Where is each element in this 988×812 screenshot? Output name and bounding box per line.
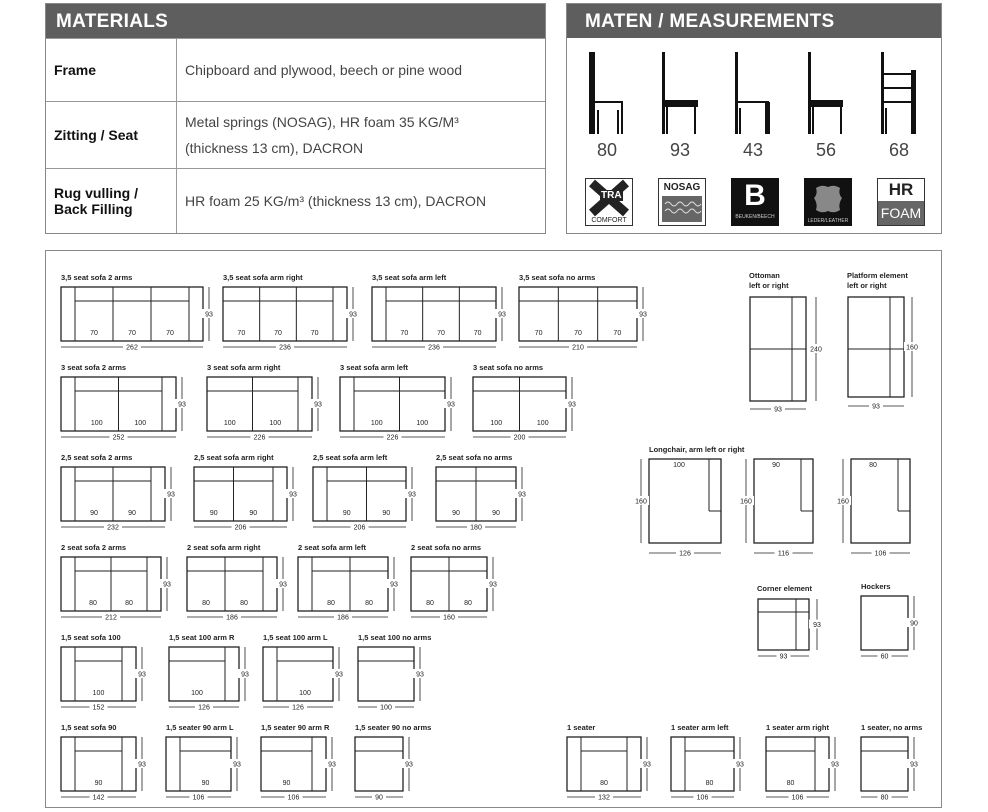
plan-title: 1 seater: [567, 723, 596, 732]
seat-width-label: 70: [237, 330, 246, 337]
sofa-outline: [861, 737, 908, 791]
dimension-label: 93: [138, 761, 146, 769]
xtra-comfort-icon: [585, 178, 633, 226]
dimension-label: 93: [736, 761, 744, 769]
material-label: Rug vulling / Back Filling: [46, 169, 177, 233]
dimension-label: 93: [831, 761, 839, 769]
beech-icon: [731, 178, 779, 226]
dimension-label: 93: [314, 401, 322, 409]
dimension-label: 93: [498, 311, 506, 319]
seat-width-label: 90: [342, 510, 351, 517]
seat-width-label: 80: [89, 600, 97, 607]
seat-width-label: 90: [201, 780, 210, 787]
measurements-title: MATEN / MEASUREMENTS: [567, 4, 941, 38]
dimension-label: 90: [375, 794, 383, 802]
seat-width-label: 80: [869, 462, 877, 469]
chair-depth-icon: [657, 50, 703, 136]
hocker-outline: [861, 596, 908, 650]
plan-title: 1,5 seater 90 no arms: [355, 723, 432, 732]
plan-title: 2,5 seat sofa 2 arms: [61, 453, 133, 462]
plan-title: 2,5 seat sofa arm left: [313, 453, 388, 462]
plan-title: 3 seat sofa arm right: [207, 363, 281, 372]
dimension-label: 262: [126, 344, 138, 352]
dimension-label: 126: [198, 704, 210, 712]
seat-width-label: 100: [416, 420, 429, 427]
plan-title: 2,5 seat sofa arm right: [194, 453, 274, 462]
sofa-outline: [340, 377, 445, 431]
sofa-outline: [263, 647, 333, 701]
dimension-label: 160: [740, 498, 752, 506]
seat-width-label: 90: [382, 510, 391, 517]
seat-width-label: 70: [574, 330, 582, 337]
sofa-outline: [169, 647, 239, 701]
dimension-label: 160: [837, 498, 849, 506]
dimension-label: 106: [696, 794, 709, 802]
dimension-label: 93: [489, 581, 497, 589]
sofa-outline: [766, 737, 829, 791]
plan-title: 1 seater, no arms: [861, 723, 923, 732]
material-label: Zitting / Seat: [46, 102, 177, 169]
seat-width-label: 100: [223, 420, 236, 427]
chair-value: 93: [669, 140, 691, 160]
seat-width-label: 90: [94, 780, 103, 787]
seat-width-label: 70: [310, 330, 319, 337]
seat-width-label: 70: [128, 330, 136, 337]
plan-title: 1 seater arm left: [671, 723, 729, 732]
plan-title: 1,5 seat 100 no arms: [358, 633, 432, 642]
seat-width-label: 80: [426, 600, 434, 607]
dimension-label: 93: [910, 761, 918, 769]
seat-width-label: 80: [202, 600, 210, 607]
dimension-label: 93: [416, 671, 424, 679]
seat-width-label: 100: [269, 420, 282, 427]
dimension-label: 236: [279, 344, 291, 352]
dimension-label: 226: [253, 434, 266, 442]
dimension-label: 232: [107, 524, 119, 532]
plans-drawing: [46, 251, 941, 807]
plan-title: 2 seat sofa 2 arms: [61, 543, 127, 552]
seat-width-label: 90: [128, 510, 136, 517]
material-value: HR foam 25 KG/m³ (thickness 13 cm), DACRON: [177, 169, 546, 233]
seat-width-label: 80: [365, 600, 373, 607]
plan-title: 2 seat sofa no arms: [411, 543, 482, 552]
seat-width-label: 70: [613, 330, 622, 337]
dimension-label: 160: [635, 498, 647, 506]
plan-title: 3,5 seat sofa arm right: [223, 273, 303, 282]
chair-depth: [657, 50, 703, 161]
seat-width-label: 100: [92, 690, 105, 697]
dimension-label: 93: [518, 491, 526, 499]
dimension-label: 93: [390, 581, 398, 589]
seat-width-label: 100: [90, 420, 103, 427]
material-row-frame: [46, 39, 545, 102]
dimension-label: 160: [443, 614, 455, 622]
material-value: Chipboard and plywood, beech or pine wood: [177, 39, 546, 102]
sofa-outline: [358, 647, 414, 701]
dimension-label: 206: [234, 524, 247, 532]
seat-width-label: 100: [191, 690, 203, 697]
badge-top: B: [744, 179, 766, 212]
sofa-outline: [671, 737, 734, 791]
plan-title: 3,5 seat sofa 2 arms: [61, 273, 133, 282]
plan-title: 1,5 seat 100 arm L: [263, 633, 328, 642]
chair-total-height: [584, 50, 630, 161]
dimension-label: 226: [386, 434, 399, 442]
dimension-label: 252: [112, 434, 125, 442]
dimension-label: 80: [880, 794, 889, 802]
seat-width-label: 70: [274, 330, 282, 337]
chair-arm-height: [876, 50, 922, 161]
plan-title: 3 seat sofa 2 arms: [61, 363, 127, 372]
seat-width-label: 90: [282, 780, 291, 787]
dimension-label: 93: [405, 761, 413, 769]
chair-seat-depth-icon: [803, 50, 849, 136]
dimension-label: 186: [226, 614, 238, 622]
dimension-label: 93: [289, 491, 297, 499]
dimension-label: 152: [92, 704, 105, 712]
dimension-label: 186: [337, 614, 349, 622]
plan-title: 3,5 seat sofa arm left: [372, 273, 447, 282]
longchair-outline: [851, 459, 910, 543]
seat-width-label: 90: [90, 510, 98, 517]
plan-title: left or right: [847, 281, 887, 290]
seat-width-label: 90: [209, 510, 218, 517]
plan-title: 2 seat sofa arm left: [298, 543, 366, 552]
sofa-outline: [355, 737, 403, 791]
plan-title: 1,5 seat sofa 100: [61, 633, 121, 642]
badge-top: NOSAG: [663, 182, 701, 193]
chair-value: 56: [815, 140, 837, 160]
seat-width-label: 70: [90, 330, 98, 337]
dimension-label: 93: [813, 622, 821, 629]
chair-seat-height-icon: [730, 50, 776, 136]
seat-width-label: 80: [464, 600, 472, 607]
plan-title: 1 seater arm right: [766, 723, 829, 732]
dimension-label: 93: [779, 653, 788, 661]
plan-title: 1,5 seat 100 arm R: [169, 633, 235, 642]
dimension-label: 93: [335, 671, 343, 679]
materials-title: MATERIALS: [46, 4, 545, 38]
longchair-outline: [649, 459, 721, 543]
material-row-back: [46, 169, 545, 233]
chair-arm-height-icon: [876, 50, 922, 136]
chair-diagrams: [567, 38, 941, 230]
seat-width-label: 90: [492, 510, 500, 517]
badge-bottom: COMFORT: [591, 217, 627, 224]
dimension-label: 126: [679, 550, 691, 558]
dimension-label: 93: [279, 581, 287, 589]
dimension-label: 126: [292, 704, 304, 712]
plan-title: 3,5 seat sofa no arms: [519, 273, 596, 282]
chair-seat-height: [730, 50, 776, 161]
seat-width-label: 90: [249, 510, 258, 517]
seat-width-label: 100: [673, 462, 685, 469]
seat-width-label: 100: [536, 420, 549, 427]
material-value: Metal springs (NOSAG), HR foam 35 KG/M³ (thickness 13 cm), DACRON: [177, 102, 546, 169]
dimension-label: 106: [192, 794, 205, 802]
plan-title: 3 seat sofa arm left: [340, 363, 408, 372]
plan-title: 3 seat sofa no arms: [473, 363, 544, 372]
seat-width-label: 80: [125, 600, 133, 607]
sofa-outline: [261, 737, 326, 791]
plan-title: left or right: [749, 281, 789, 290]
longchair-outline: [754, 459, 813, 543]
dimension-label: 93: [163, 581, 171, 589]
dimension-label: 132: [598, 794, 610, 802]
plan-title: Platform element: [847, 271, 908, 280]
dimension-label: 106: [874, 550, 887, 558]
plan-title: Ottoman: [749, 271, 780, 280]
chair-value: 68: [888, 140, 910, 160]
materials-table: [46, 38, 545, 233]
seat-width-label: 80: [600, 780, 608, 787]
seat-width-label: 80: [327, 600, 335, 607]
seat-width-label: 70: [473, 330, 482, 337]
chair-value: 80: [596, 140, 618, 160]
seat-width-label: 100: [490, 420, 503, 427]
dimension-label: 93: [568, 401, 576, 409]
chair-height-icon: [584, 50, 630, 136]
dimension-label: 206: [353, 524, 366, 532]
seat-width-label: 90: [452, 510, 460, 517]
badge-bottom: BEUKEN/BEECH: [735, 214, 775, 220]
plan-title: 2 seat sofa arm right: [187, 543, 261, 552]
corner-outline: [758, 599, 809, 650]
dimension-label: 210: [572, 344, 584, 352]
plans-panel: [45, 250, 942, 808]
dimension-label: 93: [774, 406, 782, 414]
plan-title: 2,5 seat sofa no arms: [436, 453, 513, 462]
seat-width-label: 70: [166, 330, 174, 337]
dimension-label: 90: [910, 620, 918, 628]
seat-width-label: 90: [772, 462, 780, 469]
plan-title: Corner element: [757, 584, 813, 593]
dimension-label: 93: [241, 671, 249, 679]
material-row-seat: [46, 102, 545, 169]
chair-value: 43: [742, 140, 764, 160]
seat-width-label: 70: [437, 330, 445, 337]
dimension-label: 180: [470, 524, 482, 532]
hr-foam-icon: [877, 178, 925, 226]
seat-width-label: 70: [534, 330, 543, 337]
dimension-label: 212: [105, 614, 117, 622]
dimension-label: 93: [872, 403, 880, 411]
dimension-label: 93: [639, 311, 647, 319]
leather-hide-icon: [804, 178, 852, 226]
dimension-label: 142: [92, 794, 105, 802]
platform-outline: [848, 297, 904, 397]
plan-title: 1,5 seater 90 arm L: [166, 723, 234, 732]
dimension-label: 106: [791, 794, 804, 802]
seat-width-label: 80: [786, 780, 795, 787]
dimension-label: 93: [205, 311, 213, 319]
dimension-label: 93: [447, 401, 455, 409]
dimension-label: 93: [167, 491, 175, 499]
nosag-spring-icon: [658, 178, 706, 226]
dimension-label: 93: [138, 671, 146, 679]
material-label: Frame: [46, 39, 177, 102]
badge-bottom: LEDER/LEATHER: [807, 218, 849, 224]
dimension-label: 93: [408, 491, 416, 499]
plan-title: Longchair, arm left or right: [649, 445, 745, 454]
dimension-label: 60: [880, 653, 889, 661]
seat-width-label: 80: [240, 600, 248, 607]
dimension-label: 93: [349, 311, 357, 319]
seat-width-label: 70: [400, 330, 409, 337]
measurements-panel: [566, 3, 942, 234]
badge-top: TRA: [601, 190, 622, 201]
dimension-label: 106: [287, 794, 300, 802]
plan-title: 1,5 seat sofa 90: [61, 723, 117, 732]
seat-width-label: 80: [705, 780, 714, 787]
dimension-label: 93: [178, 401, 186, 409]
dimension-label: 93: [643, 761, 651, 769]
badge-bottom: FOAM: [878, 201, 924, 225]
dimension-label: 93: [233, 761, 241, 769]
seat-width-label: 100: [370, 420, 383, 427]
chair-seat-depth: [803, 50, 849, 161]
badge-top: HR: [888, 180, 914, 199]
plan-title: Hockers: [861, 582, 891, 591]
dimension-label: 116: [777, 550, 790, 558]
dimension-label: 236: [428, 344, 440, 352]
plan-title: 1,5 seater 90 arm R: [261, 723, 330, 732]
sofa-outline: [207, 377, 312, 431]
dimension-label: 200: [513, 434, 526, 442]
materials-panel: [45, 3, 546, 234]
sofa-outline: [166, 737, 231, 791]
seat-width-label: 100: [299, 690, 311, 697]
dimension-label: 93: [328, 761, 336, 769]
seat-width-label: 100: [134, 420, 147, 427]
dimension-label: 160: [906, 344, 918, 352]
dimension-label: 100: [380, 704, 392, 712]
dimension-label: 240: [810, 346, 822, 354]
